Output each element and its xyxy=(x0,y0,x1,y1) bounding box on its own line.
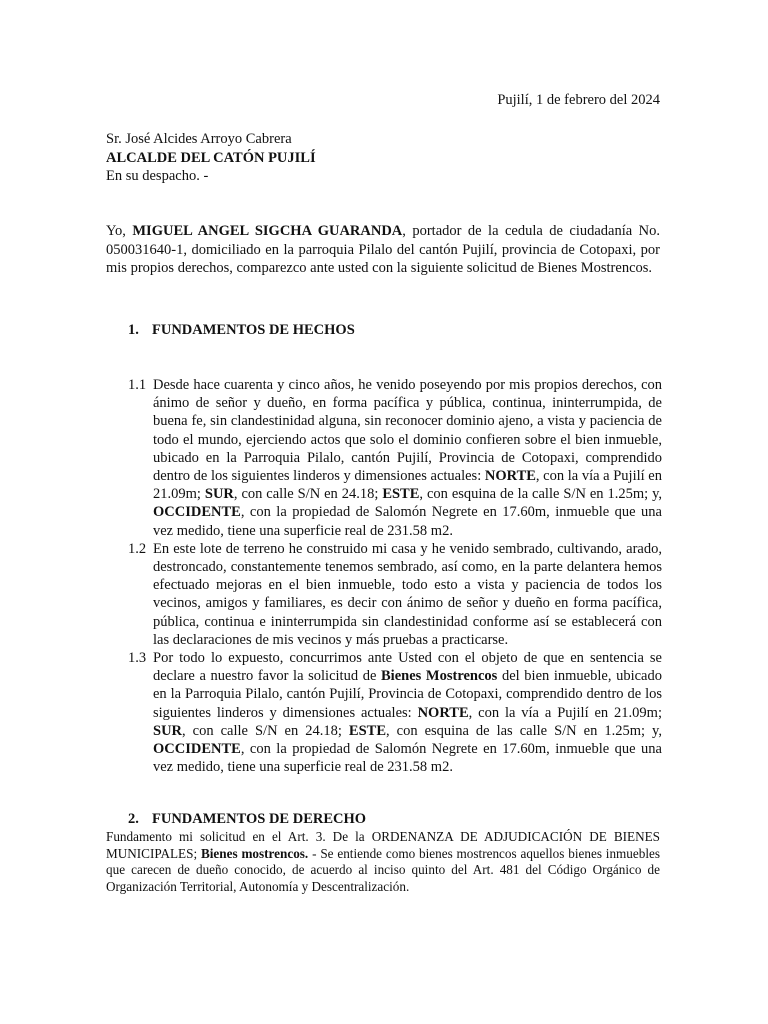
item-text: , con esquina de las calle S/N en 1.25m; y, xyxy=(386,722,662,739)
intro-paragraph xyxy=(106,222,660,278)
section-1-number: 1. xyxy=(128,322,139,338)
boundary-east-label: ESTE xyxy=(382,486,420,503)
boundary-east-label: ESTE xyxy=(348,722,387,739)
addressee-title: ALCALDE DEL CATÓN PUJILÍ xyxy=(106,149,316,166)
item-text: del bien inmueble, ubicado en la Parroquia Pilalo, cantón Pujilí, Provincia de Cotopaxi, comprendido dentro de los siguientes linderos y dimensiones actuales: xyxy=(153,668,662,721)
item-text: , con calle S/N en 24.18; xyxy=(182,722,349,739)
boundary-north-label: NORTE xyxy=(417,704,469,721)
addressee-block xyxy=(106,130,316,186)
item-text: , con la vía a Pujilí en 21.09m; xyxy=(153,468,662,503)
addressee-greeting: En su despacho. - xyxy=(106,168,209,184)
item-text: , con calle S/N en 24.18; xyxy=(233,486,383,503)
section-2-number: 2. xyxy=(128,811,139,827)
addressee-name: Sr. José Alcides Arroyo Cabrera xyxy=(106,131,292,147)
facts-list xyxy=(128,376,662,776)
section-2-title: FUNDAMENTOS DE DERECHO xyxy=(152,811,367,827)
boundary-south-label: SUR xyxy=(153,722,183,739)
item-text: , con la propiedad de Salomón Negrete en 17.60m, inmueble que una vez medido, tiene una superficie real de 231.58 m2. xyxy=(153,504,662,539)
item-text: , con la vía a Pujilí en 21.09m; xyxy=(468,704,662,721)
item-text: , con esquina de la calle S/N en 1.25m; y, xyxy=(419,486,663,503)
item-number: 1.2 xyxy=(128,540,147,557)
intro-prefix: Yo, xyxy=(106,223,133,239)
item-number: 1.1 xyxy=(128,377,147,393)
legal-basis-text: - Se entiende como bienes mostrencos aquellos bienes inmuebles que carecen de dueño conocido, de acuerdo al inciso quinto del Art. 481 del Código Orgánico de Organización Territorial, Autonomía y Descentralización. xyxy=(106,845,660,894)
section-2-heading xyxy=(128,810,366,829)
section-1-title: FUNDAMENTOS DE HECHOS xyxy=(152,322,355,338)
boundary-west-label: OCCIDENTE xyxy=(153,504,241,521)
item-text: , con la propiedad de Salomón Negrete en 17.60m, inmueble que una vez medido, tiene una superficie real de 231.58 m2. xyxy=(153,741,662,776)
bienes-mostrencos-term: Bienes mostrencos. xyxy=(200,845,309,861)
intro-body: , portador de la cedula de ciudadanía No. 050031640-1, domiciliado en la parroquia Pilalo del cantón Pujilí, provincia de Cotopaxi, por mis propios derechos, comparezco ante usted con la siguiente solicitud de Bienes Mostrencos. xyxy=(106,223,660,276)
item-number: 1.3 xyxy=(128,650,147,667)
legal-basis-text: Fundamento mi solicitud en el Art. 3. De la ORDENANZA DE ADJUDICACIÓN DE BIENES MUNICIPALES; xyxy=(106,829,660,861)
list-item xyxy=(128,376,662,540)
letter-date: Pujilí, 1 de febrero del 2024 xyxy=(497,92,660,108)
applicant-name: MIGUEL ANGEL SIGCHA GUARANDA xyxy=(132,223,403,239)
item-text: En este lote de terreno he construido mi casa y he venido sembrado, cultivando, arado, destroncado, constantemente tenemos sembrado, así como, en la parte delantera hemos efectuado mejoras en el bien inmueble, todo esto a vista y paciencia de todos los vecinos, amigos y familiares, es decir con ánimo de señor y dueño en forma pacífica, pública, continua e ininterrumpida sin clandestinidad conforme así se establecerá con las declaraciones de mis vecinos y más pruebas a practicarse. xyxy=(153,540,662,648)
item-text: Desde hace cuarenta y cinco años, he venido poseyendo por mis propios derechos, con ánimo de señor y dueño, en forma pacífica y pública, continua, ininterrumpida, de buena fe, sin clandestinidad alguna, sin reconocer dominio ajeno, a vista y paciencia de todo el mundo, ejerciendo actos que solo el dominio confieren sobre el bien inmueble, ubicado en la Parroquia Pilalo, cantón Pujilí, Provincia de Cotopaxi, comprendido dentro de los siguientes linderos y dimensiones actuales: xyxy=(153,377,662,485)
bienes-mostrencos-label: Bienes Mostrencos xyxy=(381,668,498,685)
list-item xyxy=(128,540,662,649)
section-1-heading xyxy=(128,321,355,340)
boundary-north-label: NORTE xyxy=(484,468,536,485)
boundary-west-label: OCCIDENTE xyxy=(153,741,241,758)
boundary-south-label: SUR xyxy=(204,486,234,503)
legal-basis-paragraph xyxy=(106,829,660,895)
list-item xyxy=(128,649,662,776)
item-text: Por todo lo expuesto, concurrimos ante Usted con el objeto de que en sentencia se declare a nuestro favor la solicitud de xyxy=(153,650,662,685)
